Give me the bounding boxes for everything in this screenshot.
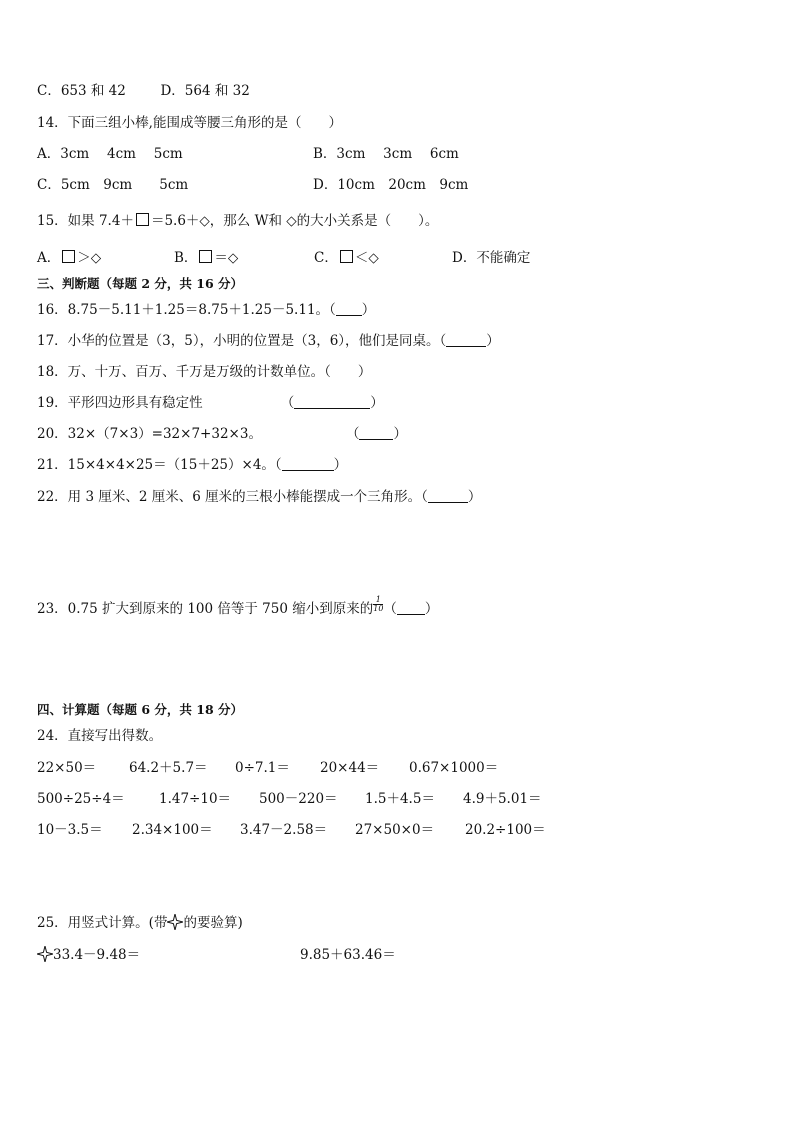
q21 — [37, 456, 347, 474]
fraction-one-tenth — [373, 596, 383, 613]
q24-stem: 24．直接写出得数。 — [37, 728, 163, 744]
calc-item: 1.5＋4.5＝ — [365, 791, 435, 807]
q23-text: 23．0.75 扩大到原来的 100 倍等于 750 缩小到原来的 — [37, 601, 374, 617]
calc-item: 1.47÷10＝ — [159, 791, 232, 807]
calc-item: 0÷7.1＝ — [235, 760, 290, 776]
q13-option-d: D．564 和 32 — [160, 83, 250, 99]
close-paren: ） — [424, 601, 439, 617]
fraction-denominator: 10 — [373, 604, 384, 613]
calc-item: 20.2÷100＝ — [465, 822, 546, 838]
open-paren: （ — [345, 426, 360, 442]
four-point-star-icon — [167, 914, 183, 930]
q18: 18．万、十万、百万、千万是万级的计数单位。（ ） — [37, 364, 372, 380]
q15-a-label: A． — [37, 250, 61, 266]
q25-stem-pre: 25．用竖式计算。(带 — [37, 915, 168, 931]
q25-item-2: 9.85＋63.46＝ — [300, 947, 396, 963]
q14-row1 — [37, 145, 737, 163]
q25-item-1 — [37, 946, 140, 964]
q25-items — [37, 946, 737, 964]
calc-item: 10－3.5＝ — [37, 822, 103, 838]
q14-option-c: C．5cm 9cm 5cm — [37, 177, 189, 193]
q14-option-d: D．10cm 20cm 9cm — [313, 177, 469, 193]
answer-blank[interactable] — [294, 395, 370, 409]
square-icon — [136, 213, 149, 226]
q22 — [37, 488, 481, 506]
section-4-title: 四、计算题（每题 6 分，共 18 分） — [37, 702, 244, 717]
calc-item: 500－220＝ — [259, 791, 338, 807]
calc-item: 64.2＋5.7＝ — [129, 760, 208, 776]
q13-options — [37, 82, 250, 100]
answer-blank[interactable] — [282, 457, 334, 471]
q15-c-label: C． — [314, 250, 338, 266]
open-paren: （ — [280, 395, 295, 411]
calc-item: 0.67×1000＝ — [409, 760, 499, 776]
square-icon — [340, 250, 353, 263]
q17 — [37, 332, 500, 350]
calc-item: 4.9＋5.01＝ — [463, 791, 542, 807]
answer-blank[interactable] — [336, 302, 362, 316]
q15-option-c — [314, 249, 379, 267]
q25-stem — [37, 914, 243, 932]
square-icon — [199, 250, 212, 263]
calc-item: 500÷25÷4＝ — [37, 791, 125, 807]
q15-c-text: ＜◇ — [354, 250, 379, 266]
q15-option-a — [37, 249, 101, 267]
close-paren: ） — [333, 457, 348, 473]
calc-item: 20×44＝ — [320, 760, 380, 776]
q13-option-c: C．653 和 42 — [37, 83, 126, 99]
calc-item: 2.34×100＝ — [132, 822, 213, 838]
square-icon — [62, 250, 75, 263]
q14-option-a: A．3cm 4cm 5cm — [37, 146, 183, 162]
q20-text: 20．32×（7×3）=32×7+32×3。 — [37, 426, 262, 442]
q23 — [37, 596, 438, 618]
q14-row2 — [37, 176, 737, 194]
section-3-title: 三、判断题（每题 2 分，共 16 分） — [37, 276, 244, 291]
q15-a-text: ＞◇ — [77, 250, 102, 266]
q24-row-1 — [37, 759, 737, 777]
close-paren: ） — [486, 333, 500, 349]
answer-blank[interactable] — [359, 426, 393, 440]
q24-row-2 — [37, 790, 737, 808]
answer-blank[interactable] — [428, 489, 468, 503]
q14-stem: 14．下面三组小棒,能围成等腰三角形的是（ ） — [37, 115, 342, 131]
close-paren: ） — [361, 302, 376, 318]
q16 — [37, 301, 375, 319]
q15-stem-pre: 15．如果 7.4＋ — [37, 213, 134, 229]
q20 — [37, 425, 407, 443]
q15-option-d: D．不能确定 — [452, 250, 531, 266]
close-paren: ） — [393, 426, 407, 442]
q16-text: 16．8.75－5.11＋1.25＝8.75＋1.25－5.11。（ — [37, 302, 336, 318]
q15-stem-mid: ＝5.6＋◇，那么 W和 ◇的大小关系是（ ）。 — [150, 213, 439, 229]
open-paren: （ — [383, 601, 397, 617]
q17-text: 17．小华的位置是（3，5），小明的位置是（3，6），他们是同桌。（ — [37, 333, 447, 349]
q19-text: 19．平形四边形具有稳定性 — [37, 395, 203, 411]
answer-blank[interactable] — [446, 333, 486, 347]
calc-item: 27×50×0＝ — [355, 822, 435, 838]
q19 — [37, 394, 384, 412]
q14-option-b: B．3cm 3cm 6cm — [313, 146, 459, 162]
four-point-star-icon — [37, 946, 53, 962]
q15-options — [37, 249, 737, 267]
q25-stem-post: 的要验算) — [183, 915, 243, 931]
q15-option-b — [174, 249, 238, 267]
q15-b-label: B． — [174, 250, 198, 266]
q21-text: 21．15×4×4×25＝（15＋25）×4。（ — [37, 457, 282, 473]
q15-b-text: ＝◇ — [214, 250, 239, 266]
close-paren: ） — [370, 395, 384, 411]
q24-row-3 — [37, 821, 737, 839]
close-paren: ） — [467, 489, 482, 505]
fraction-numerator: 1 — [373, 596, 383, 605]
calc-item: 22×50＝ — [37, 760, 97, 776]
q22-text: 22．用 3 厘米、2 厘米、6 厘米的三根小棒能摆成一个三角形。（ — [37, 489, 428, 505]
answer-blank[interactable] — [397, 601, 425, 615]
calc-item: 3.47－2.58＝ — [240, 822, 328, 838]
q25-expr-1: 33.4－9.48＝ — [53, 947, 141, 963]
q15-stem — [37, 212, 438, 230]
